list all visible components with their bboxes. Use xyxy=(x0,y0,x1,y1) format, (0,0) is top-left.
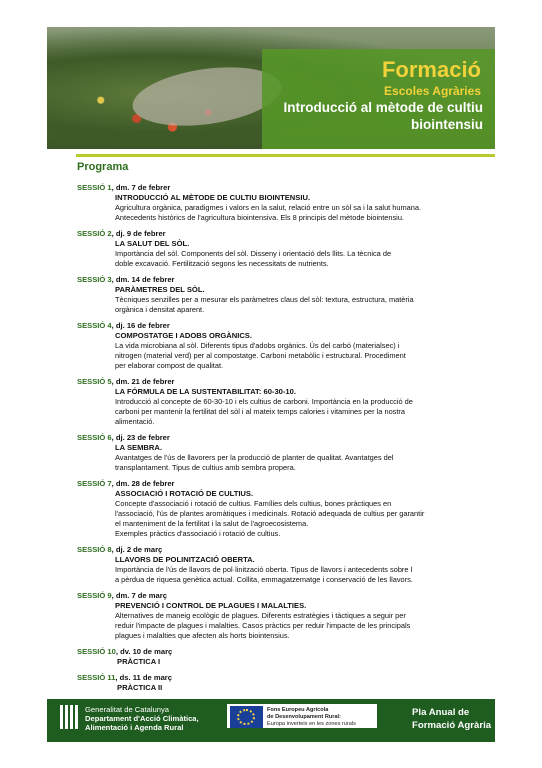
footer-text: de Desenvolupament Rural: xyxy=(267,714,341,720)
session-title: PRÀCTICA I xyxy=(117,657,161,666)
plan-label xyxy=(412,706,491,732)
divider xyxy=(76,154,495,157)
session-title: LA SEMBRA. xyxy=(115,443,162,452)
session-item xyxy=(77,545,457,585)
session-header xyxy=(77,321,457,331)
session-title: PARÀMETRES DEL SÒL. xyxy=(115,285,205,294)
course-title-line: Introducció al mètode de cultiu xyxy=(283,100,483,115)
session-date: , dv. 10 de març xyxy=(115,647,173,656)
session-title: LA FÓRMULA DE LA SUSTENTABILITAT: 60-30-10. xyxy=(115,387,296,396)
session-description: Exemples pràctics d'associació i rotació de cultius. xyxy=(115,529,281,538)
session-date: , dj. 9 de febrer xyxy=(111,229,166,238)
session-description: Importància de l'ús de llavors de pol·linització oberta. Tipus de llavors i antecedents sobre l xyxy=(115,565,413,574)
session-description: Alternatives de maneig ecològic de plagues. Diferents estratègies i tàctiques a seguir per xyxy=(115,611,406,620)
footer-text: Alimentació i Agenda Rural xyxy=(85,723,184,732)
session-description: Tècniques senzilles per a mesurar els paràmetres claus del sòl: textura, estructura, matèria xyxy=(115,295,414,304)
eu-funding-text xyxy=(267,707,356,728)
session-date: , dm. 7 de febrer xyxy=(111,183,171,192)
session-description: carboni per mantenir la fertilitat del sòl i al mateix temps calories i vitamines per la nostra xyxy=(115,407,405,416)
session-date: , dm. 28 de febrer xyxy=(111,479,175,488)
session-number: SESSIÓ 5 xyxy=(77,377,112,386)
session-description: Agricultura orgànica, paradigmes i valors en la salut, relació entre un sòl sa i la salut humana. xyxy=(115,203,422,212)
session-title: ASSOCIACIÓ I ROTACIÓ DE CULTIUS. xyxy=(115,489,254,498)
generalitat-name xyxy=(85,705,199,732)
session-description: plagues i malalties que afecten als horts biointensius. xyxy=(115,631,290,640)
footer-text: Departament d'Acció Climàtica, xyxy=(85,714,199,723)
page-title: Formació xyxy=(381,57,481,82)
eu-funding-logo xyxy=(227,704,377,728)
course-title xyxy=(255,99,483,133)
session-date: , dj. 23 de febrer xyxy=(111,433,170,442)
session-date: , dm. 21 de febrer xyxy=(111,377,175,386)
session-header xyxy=(77,229,457,239)
session-date: , dj. 2 de març xyxy=(111,545,163,554)
session-number: SESSIÓ 2 xyxy=(77,229,112,238)
session-item xyxy=(77,647,457,667)
session-header xyxy=(77,377,457,387)
session-item xyxy=(77,673,457,693)
session-title: LLAVORS DE POLINITZACIÓ OBERTA. xyxy=(115,555,255,564)
session-date: , dm. 14 de febrer xyxy=(111,275,175,284)
session-description: nitrogen (material verd) per al compostatge. Carboni metabòlic i estructural. Procediment xyxy=(115,351,406,360)
course-title-line: biointensiu xyxy=(411,117,483,132)
page-subtitle: Escoles Agràries xyxy=(384,84,481,98)
session-item xyxy=(77,433,457,473)
footer-text: Generalitat de Catalunya xyxy=(85,705,170,714)
session-header xyxy=(77,647,457,657)
session-title: INTRODUCCIÓ AL MÈTODE DE CULTIU BIOINTENSIU. xyxy=(115,193,311,202)
session-description: Avantatges de l'ús de llavorers per la producció de planter de qualitat. Avantatges del xyxy=(115,453,394,462)
session-description: Importància del sòl. Components del sòl. Disseny i orientació dels llits. La tècnica de xyxy=(115,249,392,258)
session-number: SESSIÓ 7 xyxy=(77,479,112,488)
session-item xyxy=(77,479,457,539)
session-header xyxy=(77,433,457,443)
session-description: doble excavació. Fertilització segons les necessitats de nutrients. xyxy=(115,259,329,268)
session-date: , ds. 11 de març xyxy=(115,673,172,682)
session-number: SESSIÓ 9 xyxy=(77,591,112,600)
session-number: SESSIÓ 3 xyxy=(77,275,112,284)
session-header xyxy=(77,545,457,555)
session-title: LA SALUT DEL SÒL. xyxy=(115,239,190,248)
footer-text: Formació Agrària xyxy=(412,720,492,731)
session-item xyxy=(77,275,457,315)
session-description: a pèrdua de riquesa genètica actual. Collita, emmagatzematge i conservació de les llavors. xyxy=(115,575,413,584)
session-item xyxy=(77,377,457,427)
session-header xyxy=(77,673,457,683)
session-description: el manteniment de la fertilitat i la salut de l'agroecosistema. xyxy=(115,519,309,528)
footer-text: Fons Europeu Agrícola xyxy=(267,707,329,713)
session-number: SESSIÓ 1 xyxy=(77,183,112,192)
session-list xyxy=(77,183,457,699)
section-title: Programa xyxy=(77,161,129,173)
session-description: Introducció al concepte de 60-30-10 i els cultius de carboni. Importància en la producció de xyxy=(115,397,413,406)
session-title: PREVENCIÓ I CONTROL DE PLAGUES I MALALTIES. xyxy=(115,601,307,610)
session-date: , dj. 16 de febrer xyxy=(111,321,170,330)
session-description: transplantament. Tipus de cultius amb sembra propera. xyxy=(115,463,296,472)
session-description: orgànica i densitat aparent. xyxy=(115,305,205,314)
session-item xyxy=(77,183,457,223)
session-date: , dm. 7 de març xyxy=(111,591,167,600)
session-description: Concepte d'associació i rotació de cultius. Famílies dels cultius, bones pràctiques en xyxy=(115,499,392,508)
session-number: SESSIÓ 10 xyxy=(77,647,116,656)
session-header xyxy=(77,183,457,193)
session-number: SESSIÓ 4 xyxy=(77,321,112,330)
session-title: COMPOSTATGE I ADOBS ORGÀNICS. xyxy=(115,331,252,340)
session-description: per elaborar compost de qualitat. xyxy=(115,361,224,370)
session-number: SESSIÓ 11 xyxy=(77,673,116,682)
session-description: La vida microbiana al sòl. Diferents tipus d'adobs orgànics. Ús del carbó (materialsec) i xyxy=(115,341,400,350)
footer-text: Europa inverteix en les zones rurals xyxy=(267,721,356,727)
session-title: PRÀCTICA II xyxy=(117,683,163,692)
session-header xyxy=(77,479,457,489)
session-number: SESSIÓ 8 xyxy=(77,545,112,554)
session-number: SESSIÓ 6 xyxy=(77,433,112,442)
session-description: reduir l'impacte de plagues i malalties. Casos pràctics per reduir l'impacte de les principals xyxy=(115,621,411,630)
footer-text: Pla Anual de xyxy=(412,707,470,718)
header-banner xyxy=(47,27,495,149)
session-item xyxy=(77,321,457,371)
session-description: l'associació, l'ús de plantes aromàtiques i medicinals. Rotació adequada de cultius per garantir xyxy=(115,509,425,518)
footer xyxy=(47,699,495,742)
session-description: Antecedents històrics de l'agricultura biointensiva. Els 8 principis del mètode biointensiu. xyxy=(115,213,404,222)
generalitat-logo-icon xyxy=(60,705,78,729)
session-header xyxy=(77,275,457,285)
eu-flag-icon xyxy=(230,706,263,728)
session-item xyxy=(77,229,457,269)
session-item xyxy=(77,591,457,641)
session-description: alimentació. xyxy=(115,417,155,426)
session-header xyxy=(77,591,457,601)
